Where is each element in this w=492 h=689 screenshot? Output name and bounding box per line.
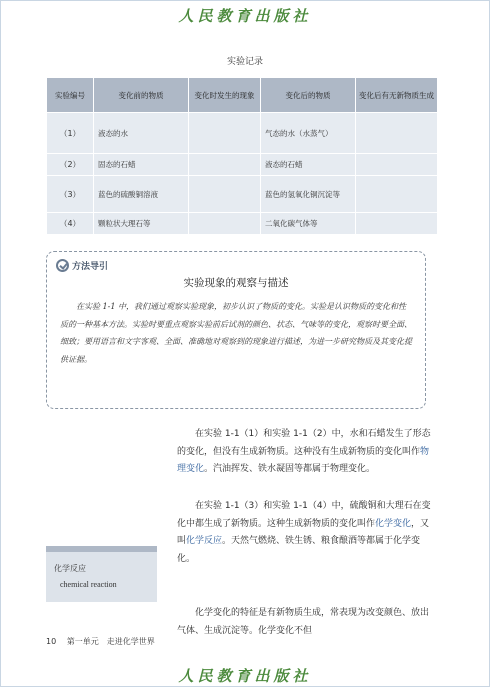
- header-cell: 变化前的物质: [94, 78, 189, 113]
- table-row: [47, 176, 438, 213]
- table-row: [47, 213, 438, 235]
- publisher-logo-bottom: 人民教育出版社: [178, 667, 312, 685]
- method-guide-title: 实验现象的观察与描述: [183, 277, 289, 289]
- glossary-term-box: [46, 546, 157, 602]
- table-cell: [356, 113, 438, 154]
- glossary-bar: [46, 546, 157, 552]
- table-cell: （2）: [47, 154, 94, 176]
- table-cell: 蓝色的硫酸铜溶液: [94, 176, 189, 213]
- table-cell: [356, 154, 438, 176]
- header-cell: 实验编号: [47, 78, 94, 113]
- table-cell: [356, 213, 438, 235]
- paragraph-chemical-feature: [177, 605, 434, 640]
- table-cell: 气态的水（水蒸气）: [261, 113, 356, 154]
- header-cell: 变化时发生的现象: [189, 78, 261, 113]
- table-cell: （3）: [47, 176, 94, 213]
- unit-title: 第一单元 走进化学世界: [66, 637, 155, 646]
- table-cell: （1）: [47, 113, 94, 154]
- method-guide-label: 方法导引: [72, 262, 109, 272]
- table-cell: 二氧化碳气体等: [261, 213, 356, 235]
- table-cell: 颗粒状大理石等: [94, 213, 189, 235]
- table-cell: （4）: [47, 213, 94, 235]
- paragraph-text: 。天然气燃烧、铁生锈、粮食酿酒等都属于化学变化。: [177, 536, 421, 564]
- term-chemical-reaction: 化学反应: [186, 536, 223, 547]
- method-guide-body: 在实验 1-1 中，我们通过观察实验现象，初步认识了物质的变化。实验是认识物质的变化和性质的一种基本方法。实验时要重点观察实验前后试剂的颜色、状态、气味等的变化，观察时要全面、细致；要用语言和文字客观、全面、准确地对观察到的现象进行描述，为进一步研究物质及其变化提供证据。: [60, 302, 412, 364]
- table-cell: [189, 213, 261, 235]
- table-cell: 液态的石蜡: [261, 154, 356, 176]
- header-cell: 变化后有无新物质生成: [356, 78, 438, 113]
- paragraph-text: 化学变化的特征是有新物质生成，常表现为改变颜色、放出气体、生成沉淀等。化学变化不但: [177, 608, 430, 636]
- paragraph-physical-change: [177, 426, 434, 479]
- checkmark-circle-icon: [56, 259, 69, 272]
- table-title: 实验记录: [226, 57, 263, 67]
- paragraph-text: 在实验 1-1（3）和实验 1-1（4）中，硫酸铜和大理石在变化中都生成了新物质。这种生成新物质的变化叫作: [177, 501, 431, 529]
- paragraph-chemical-change: [177, 498, 434, 568]
- publisher-logo-top: 人民教育出版社: [178, 7, 312, 25]
- term-chemical-change: 化学变化: [375, 518, 412, 529]
- table-cell: 液态的水: [94, 113, 189, 154]
- page-number: 10: [46, 637, 57, 646]
- term-physical-change: 物理变化: [177, 446, 430, 475]
- table-cell: [189, 176, 261, 213]
- table-row: [47, 154, 438, 176]
- method-guide-box: [46, 251, 426, 409]
- experiment-record-table: [46, 77, 438, 235]
- table-cell: [356, 176, 438, 213]
- table-header-row: [47, 78, 438, 113]
- page-footer: [46, 636, 155, 647]
- table-cell: 蓝色的氢氧化铜沉淀等: [261, 176, 356, 213]
- paragraph-text: 在实验 1-1（1）和实验 1-1（2）中，水和石蜡发生了形态的变化，但没有生成新物质。这种没有生成新物质的变化叫作: [177, 429, 431, 457]
- paragraph-text: 。汽油挥发、铁水凝固等都属于物理变化。: [204, 464, 376, 475]
- method-guide-header: [56, 259, 108, 272]
- header-cell: 变化后的物质: [261, 78, 356, 113]
- table-cell: [189, 154, 261, 176]
- glossary-term-en: chemical reaction: [60, 580, 117, 589]
- paragraph-text: ，又叫: [177, 518, 430, 547]
- table-cell: [189, 113, 261, 154]
- table-cell: 固态的石蜡: [94, 154, 189, 176]
- table-row: [47, 113, 438, 154]
- glossary-term-zh: 化学反应: [54, 564, 86, 573]
